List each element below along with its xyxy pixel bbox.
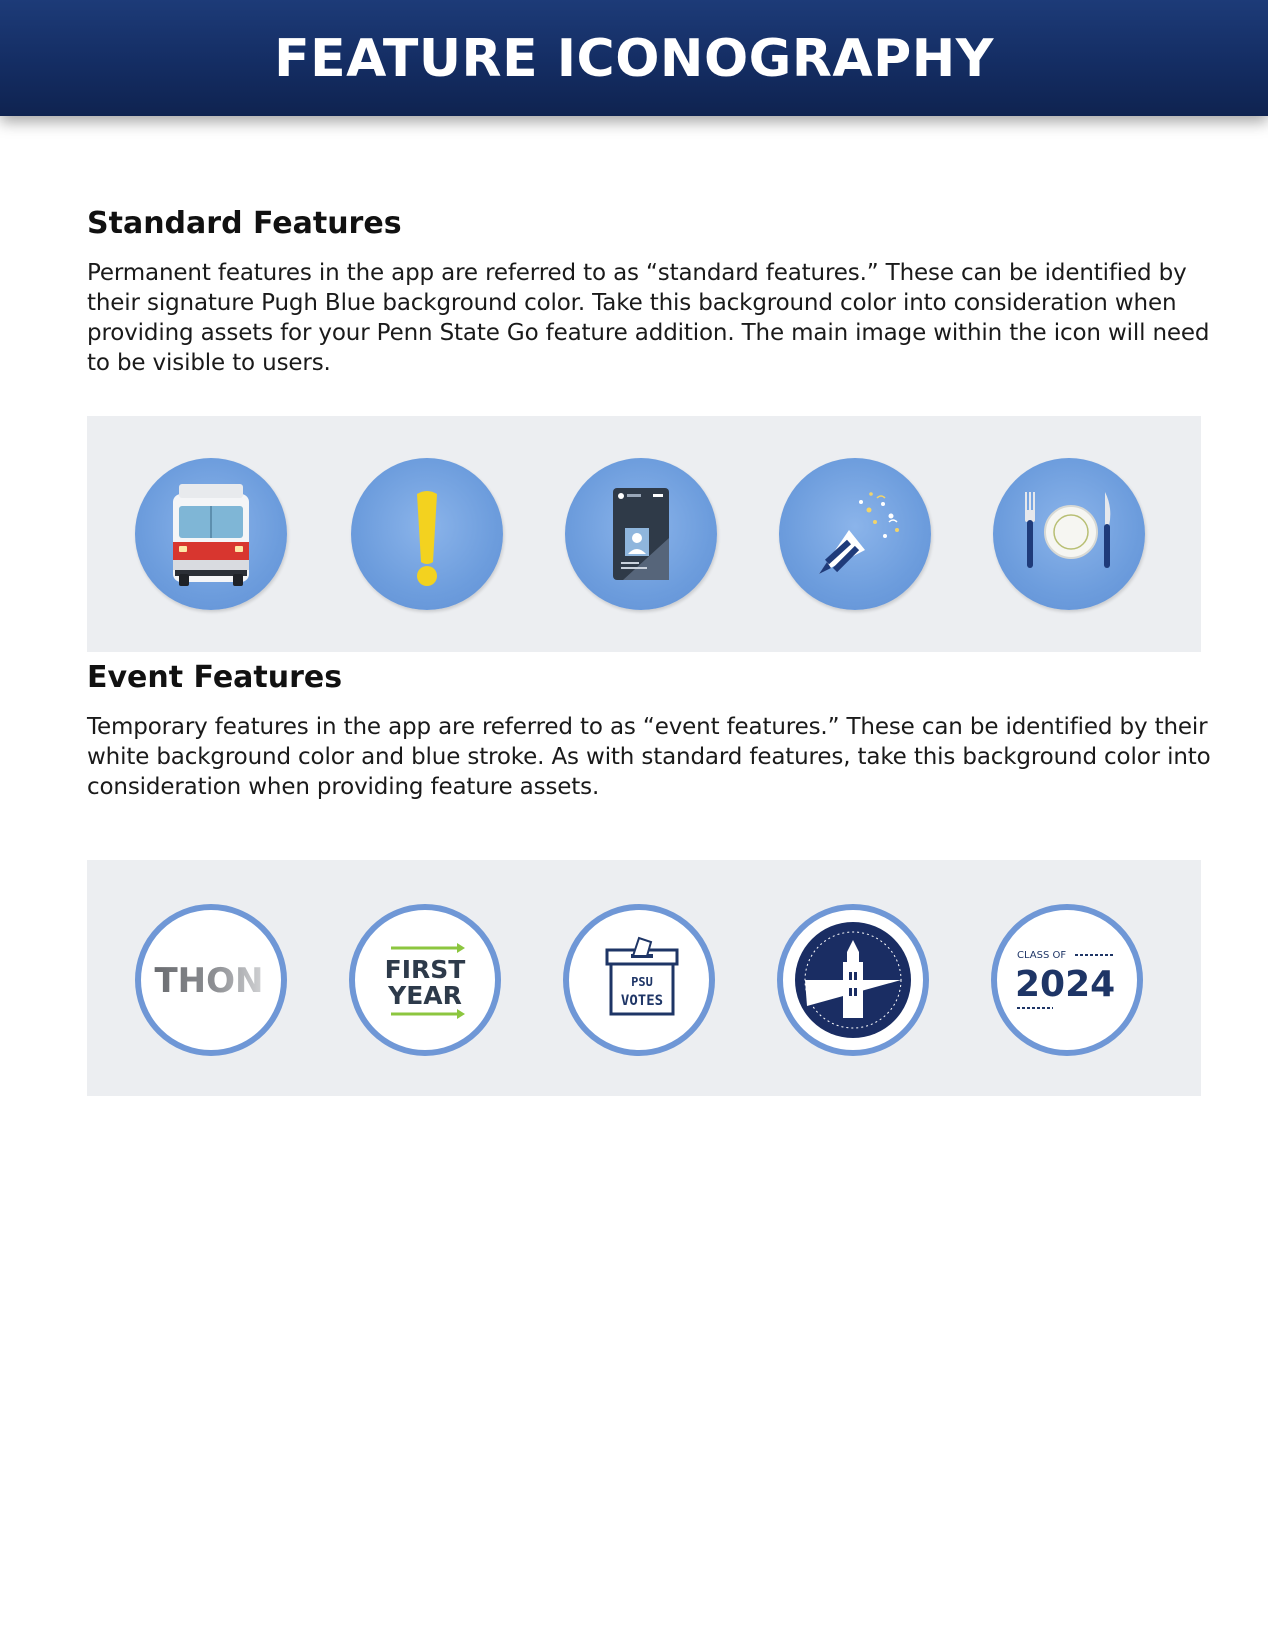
class-of-text: CLASS OF bbox=[1017, 950, 1067, 961]
party-popper-icon bbox=[779, 458, 931, 610]
page-header bbox=[0, 0, 1268, 116]
page-title: FEATURE ICONOGRAPHY bbox=[274, 29, 994, 89]
event-features-heading: Event Features bbox=[87, 660, 343, 695]
first-text: FIRST bbox=[384, 955, 466, 984]
standard-features-heading: Standard Features bbox=[87, 206, 402, 241]
votes-text: VOTES bbox=[620, 993, 664, 1009]
year-text: YEAR bbox=[388, 981, 462, 1010]
first-year-icon bbox=[349, 904, 501, 1056]
standard-icons-panel bbox=[87, 416, 1201, 652]
homecoming-icon bbox=[777, 904, 929, 1056]
psu-votes-icon bbox=[563, 904, 715, 1056]
standard-features-description: Permanent features in the app are referred to as “standard features.” These can be identified by their signature Pugh Blue background color. Take this background color into consideration when providing assets for your Penn State Go feature addition. The main image within the icon will need to be visible to users. bbox=[87, 260, 1210, 376]
psu-text: PSU bbox=[631, 975, 653, 989]
thon-text: THON bbox=[154, 961, 264, 1001]
event-icons-panel bbox=[87, 860, 1201, 1096]
class-year-text: 2024 bbox=[1015, 964, 1116, 1005]
alert-exclamation-icon bbox=[351, 458, 503, 610]
id-card-icon bbox=[565, 458, 717, 610]
thon-logo-icon bbox=[135, 904, 287, 1056]
dining-plate-icon bbox=[993, 458, 1145, 610]
bus-icon bbox=[135, 458, 287, 610]
event-features-description: Temporary features in the app are referred to as “event features.” These can be identified by their white background color and blue stroke. As with standard features, take this background color into consideration when providing feature assets. bbox=[87, 714, 1211, 800]
class-of-2024-icon bbox=[991, 904, 1143, 1056]
